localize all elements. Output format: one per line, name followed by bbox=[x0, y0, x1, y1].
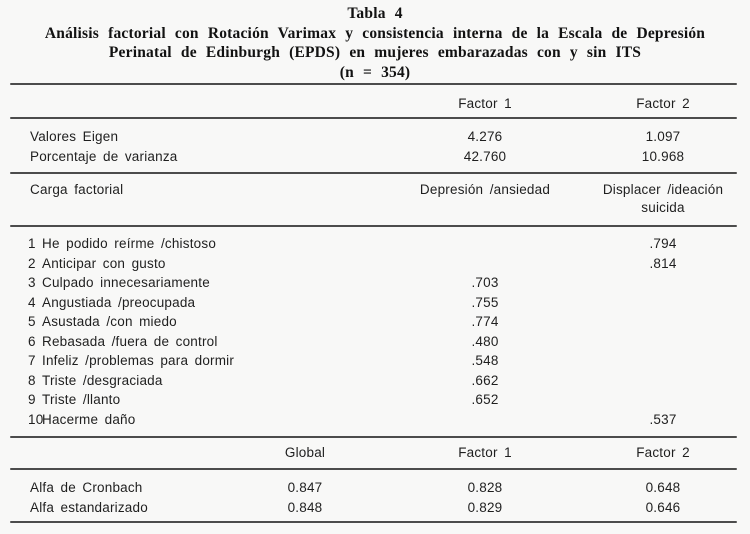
alpha-global-value: 0.847 bbox=[287, 480, 323, 495]
item-number: 6 bbox=[28, 334, 36, 349]
alpha-row-label: Alfa de Cronbach bbox=[30, 480, 143, 495]
item-label: Triste /desgraciada bbox=[42, 373, 163, 388]
item-number: 2 bbox=[28, 256, 36, 271]
table-row bbox=[0, 371, 750, 391]
item-f1-loading: .703 bbox=[471, 275, 499, 290]
rule-under-loadings-header bbox=[10, 225, 737, 227]
alpha-col-factor2: Factor 2 bbox=[636, 445, 690, 460]
table-sample-size: (n = 354) bbox=[339, 63, 411, 81]
item-number: 7 bbox=[28, 353, 36, 368]
loadings-col-factor1: Depresión /ansiedad bbox=[419, 182, 551, 197]
item-number: 9 bbox=[28, 392, 36, 407]
alpha-f2-value: 0.648 bbox=[645, 480, 681, 495]
eigen-row-label: Valores Eigen bbox=[30, 129, 119, 144]
table-row bbox=[0, 127, 750, 147]
item-f2-loading: .794 bbox=[649, 236, 677, 251]
table-row bbox=[0, 293, 750, 313]
table-row bbox=[0, 410, 750, 430]
item-f1-loading: .662 bbox=[471, 373, 499, 388]
table-row bbox=[0, 147, 750, 167]
alpha-global-value: 0.848 bbox=[287, 500, 323, 515]
item-f1-loading: .652 bbox=[471, 392, 499, 407]
item-f1-loading: .755 bbox=[471, 295, 499, 310]
rule-under-eigen bbox=[10, 172, 737, 174]
eigen-col-factor2: Factor 2 bbox=[636, 96, 690, 111]
table-row bbox=[0, 332, 750, 352]
eigen-row-f2-value: 1.097 bbox=[645, 129, 681, 144]
item-number: 8 bbox=[28, 373, 36, 388]
item-f2-loading: .814 bbox=[649, 256, 677, 271]
item-f1-loading: .480 bbox=[471, 334, 499, 349]
alpha-f2-value: 0.646 bbox=[645, 500, 681, 515]
table-row bbox=[0, 254, 750, 274]
table-row bbox=[0, 390, 750, 410]
alpha-col-factor1: Factor 1 bbox=[458, 445, 512, 460]
loadings-header-row-line2 bbox=[0, 198, 750, 218]
item-label: Angustiada /preocupada bbox=[42, 295, 196, 310]
alpha-header-row bbox=[0, 443, 750, 463]
item-label: Infeliz /problemas para dormir bbox=[42, 353, 235, 368]
table-row bbox=[0, 273, 750, 293]
item-label: He podido reírme /chistoso bbox=[42, 236, 217, 251]
table-row bbox=[0, 351, 750, 371]
loadings-header-row bbox=[0, 180, 750, 200]
loadings-col-factor2-line2: suicida bbox=[641, 200, 685, 215]
table-number: Tabla 4 bbox=[347, 5, 403, 22]
item-label: Triste /llanto bbox=[42, 392, 121, 407]
alpha-col-global: Global bbox=[284, 445, 326, 460]
eigen-header-row bbox=[0, 94, 750, 114]
table-title-line1: Análisis factorial con Rotación Varimax y consistencia interna de la Escala de Depresión bbox=[44, 24, 706, 42]
table-title-block bbox=[0, 4, 750, 82]
item-number: 5 bbox=[28, 314, 36, 329]
table-row bbox=[0, 312, 750, 332]
rule-under-factor-header bbox=[10, 117, 737, 119]
loadings-header-label: Carga factorial bbox=[30, 182, 124, 197]
rule-bottom bbox=[10, 521, 737, 523]
table-row bbox=[0, 234, 750, 254]
item-f2-loading: .537 bbox=[649, 412, 677, 427]
alpha-row-label: Alfa estandarizado bbox=[30, 500, 148, 515]
item-label: Hacerme daño bbox=[42, 412, 136, 427]
eigen-row-label: Porcentaje de varianza bbox=[30, 149, 178, 164]
item-number: 10 bbox=[28, 412, 44, 427]
item-label: Anticipar con gusto bbox=[42, 256, 166, 271]
eigen-row-f1-value: 42.760 bbox=[463, 149, 507, 164]
table-row bbox=[0, 498, 750, 518]
item-number: 3 bbox=[28, 275, 36, 290]
eigen-row-f2-value: 10.968 bbox=[641, 149, 685, 164]
item-label: Culpado innecesariamente bbox=[42, 275, 210, 290]
item-number: 1 bbox=[28, 236, 36, 251]
alpha-f1-value: 0.828 bbox=[467, 480, 503, 495]
table-row bbox=[0, 478, 750, 498]
item-label: Rebasada /fuera de control bbox=[42, 334, 218, 349]
rule-under-alpha-header bbox=[10, 468, 737, 470]
rule-under-items bbox=[10, 436, 737, 438]
item-f1-loading: .548 bbox=[471, 353, 499, 368]
loadings-col-factor2-line1: Displacer /ideación bbox=[602, 182, 724, 197]
item-label: Asustada /con miedo bbox=[42, 314, 177, 329]
rule-top bbox=[10, 83, 737, 85]
table-title-line2: Perinatal de Edinburgh (EPDS) en mujeres embarazadas con y sin ITS bbox=[108, 44, 642, 61]
item-f1-loading: .774 bbox=[471, 314, 499, 329]
eigen-row-f1-value: 4.276 bbox=[467, 129, 503, 144]
item-number: 4 bbox=[28, 295, 36, 310]
alpha-f1-value: 0.829 bbox=[467, 500, 503, 515]
eigen-col-factor1: Factor 1 bbox=[458, 96, 512, 111]
